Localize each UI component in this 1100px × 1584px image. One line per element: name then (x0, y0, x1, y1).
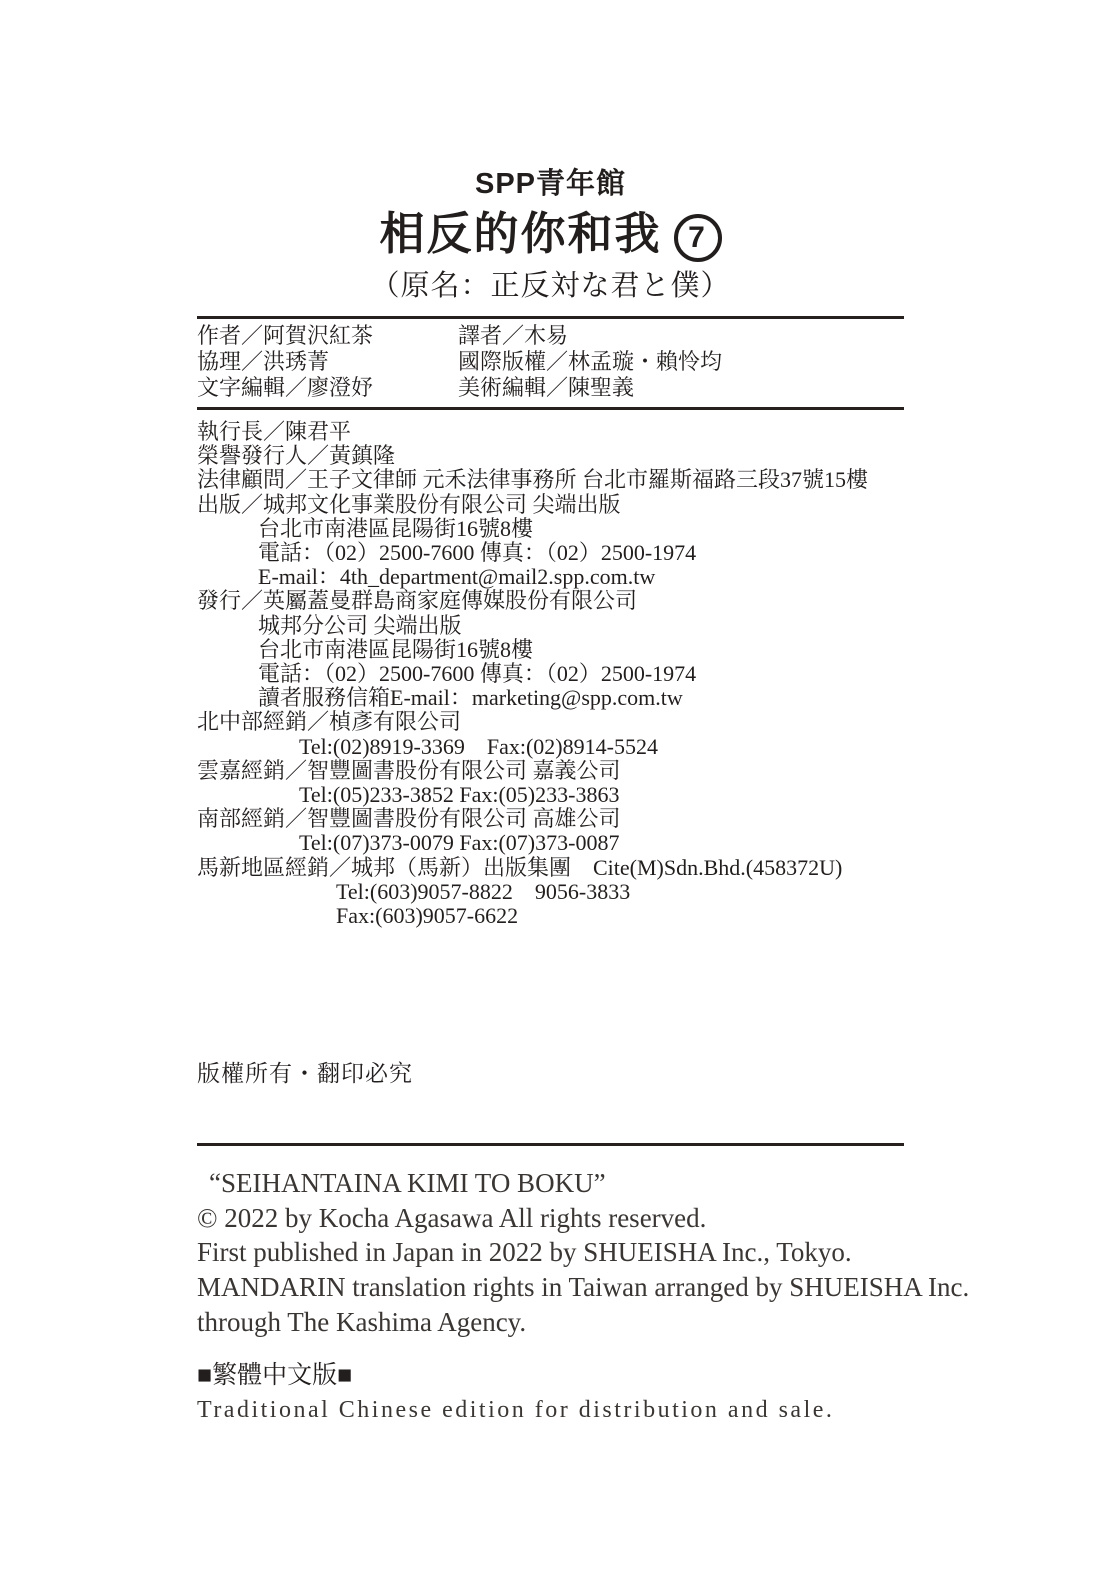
distributor-malaysia-tel: Tel:(603)9057-8822 9056-3833 (336, 878, 631, 904)
credits-row (197, 375, 904, 401)
publisher-line-service-email: 讀者服務信箱E-mail：marketing@spp.com.tw (258, 685, 683, 711)
volume-badge: 7 (674, 214, 722, 262)
credit-coordinator: 協理／洪琇菁 (197, 349, 330, 374)
publisher-line-issuer: 發行／英屬蓋曼群島商家庭傳媒股份有限公司 (197, 588, 638, 614)
publisher-line-phone-fax: 電話：（02）2500-7600 傳真：（02）2500-1974 (258, 540, 697, 566)
english-first-published-line: First published in Japan in 2022 by SHUEISHA Inc., Tokyo. (197, 1237, 852, 1268)
publisher-line-publisher: 出版／城邦文化事業股份有限公司 尖端出版 (197, 491, 621, 517)
credits-row (197, 323, 904, 349)
publisher-line-address-2: 台北市南港區昆陽街16號8樓 (258, 636, 534, 662)
distributor-south-tel-fax: Tel:(07)373-0079 Fax:(07)373-0087 (299, 830, 620, 856)
publisher-line-honorary-publisher: 榮譽發行人／黃鎮隆 (197, 443, 396, 469)
distributor-north-central: 北中部經銷／楨彥有限公司 (197, 709, 462, 735)
original-title: （原名：正反対な君と僕） (370, 270, 731, 302)
publisher-line-address: 台北市南港區昆陽街16號8樓 (258, 515, 534, 541)
distributor-north-central-tel-fax: Tel:(02)8919-3369 Fax:(02)8914-5524 (299, 733, 658, 759)
credit-author: 作者／阿賀沢紅茶 (197, 323, 374, 348)
imprint-label: SPP青年館 (474, 168, 627, 200)
publisher-line-email: E-mail：4th_department@mail2.spp.com.tw (258, 564, 656, 590)
traditional-chinese-edition-note: Traditional Chinese edition for distribution and sale. (197, 1397, 835, 1424)
english-copyright-line: © 2022 by Kocha Agasawa All rights reserved. (197, 1202, 707, 1233)
english-translation-rights-line: MANDARIN translation rights in Taiwan arranged by SHUEISHA Inc. (197, 1272, 970, 1303)
credits-row (197, 349, 904, 375)
distributor-yunjia-tel-fax: Tel:(05)233-3852 Fax:(05)233-3863 (299, 782, 620, 808)
publisher-section (197, 420, 904, 928)
divider-credits (197, 407, 904, 410)
credit-intl-rights: 國際版權／林孟璇・賴怜均 (458, 349, 723, 374)
publisher-line-branch: 城邦分公司 尖端出版 (258, 612, 462, 638)
book-title-text: 相反的你和我 (379, 208, 662, 259)
english-agency-line: through The Kashima Agency. (197, 1306, 527, 1337)
publisher-line-phone-fax-2: 電話：（02）2500-7600 傳真：（02）2500-1974 (258, 661, 697, 687)
distributor-yunjia: 雲嘉經銷／智豐圖書股份有限公司 嘉義公司 (197, 757, 621, 783)
divider-bottom (197, 1143, 904, 1146)
distributor-malaysia-singapore: 馬新地區經銷／城邦（馬新）出版集團 Cite(M)Sdn.Bhd.(458372U) (197, 854, 843, 880)
book-title (197, 206, 904, 262)
traditional-chinese-edition-label: ■繁體中文版■ (197, 1362, 353, 1390)
distributor-malaysia-fax: Fax:(603)9057-6622 (336, 903, 519, 929)
credit-translator: 譯者／木易 (458, 323, 569, 348)
english-original-title: “SEIHANTAINA KIMI TO BOKU” (209, 1168, 606, 1199)
credit-art-editor: 美術編輯／陳聖義 (458, 375, 635, 400)
publisher-line-legal-advisor: 法律顧問／王子文律師 元禾法律事務所 台北市羅斯福路三段37號15樓 (197, 467, 869, 493)
english-rights-section (197, 1166, 970, 1339)
copyright-notice: 版權所有・翻印必究 (197, 1061, 413, 1087)
publisher-line-ceo: 執行長／陳君平 (197, 419, 352, 444)
colophon-content (197, 0, 970, 1425)
credits-section (197, 319, 904, 407)
distributor-south: 南部經銷／智豐圖書股份有限公司 高雄公司 (197, 806, 621, 832)
credit-text-editor: 文字編輯／廖澄妤 (197, 375, 374, 400)
